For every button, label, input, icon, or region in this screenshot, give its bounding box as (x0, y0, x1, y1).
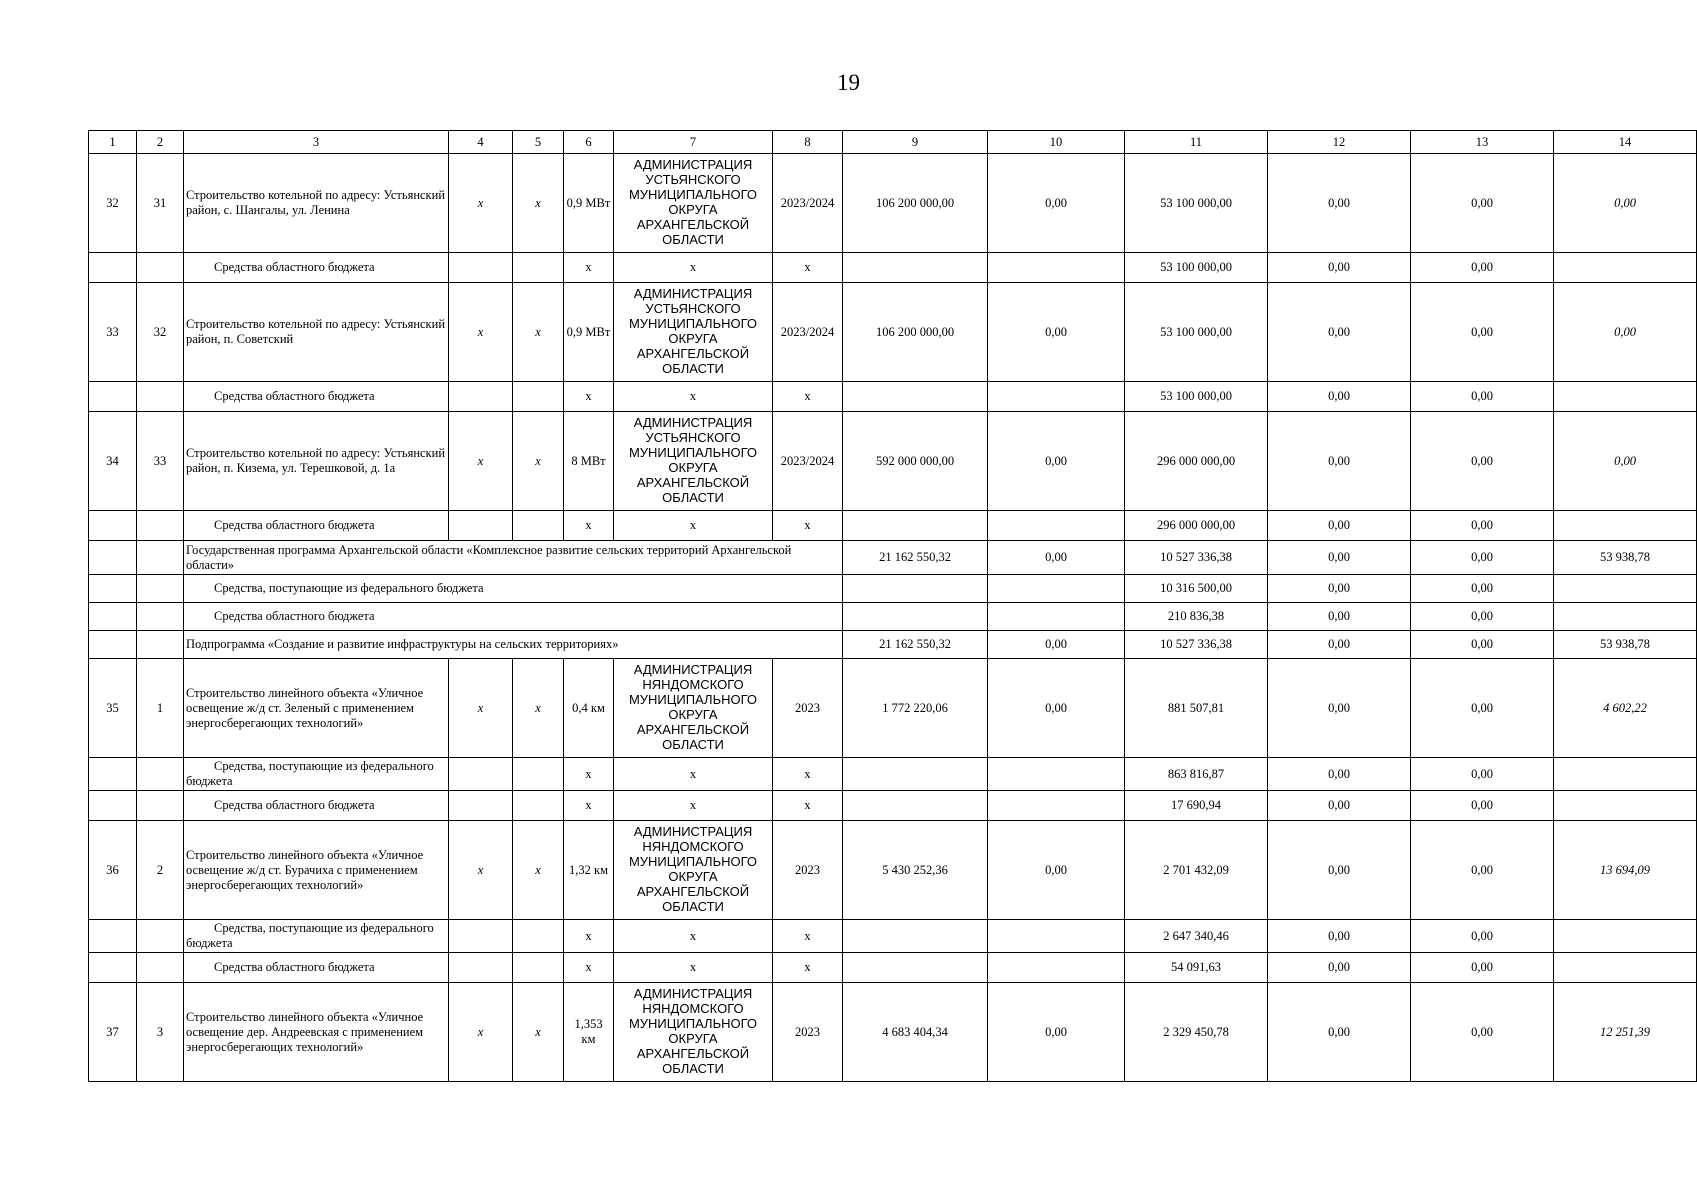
empty-cell (137, 253, 184, 283)
cost: 106 200 000,00 (843, 283, 988, 382)
cell-x: х (773, 758, 843, 791)
value: 0,00 (988, 983, 1125, 1082)
empty-cell (1554, 575, 1697, 603)
value: 0,00 (1268, 541, 1411, 575)
value: 0,00 (1411, 253, 1554, 283)
value: 0,00 (1268, 154, 1411, 253)
value: 53 100 000,00 (1125, 253, 1268, 283)
cell-x: x (513, 821, 564, 920)
item-number: 32 (137, 283, 184, 382)
years: 2023/2024 (773, 412, 843, 511)
item-number: 2 (137, 821, 184, 920)
program-row (89, 541, 1697, 575)
table-row (89, 758, 1697, 791)
empty-cell (843, 253, 988, 283)
value: 0,00 (1411, 382, 1554, 412)
years: 2023/2024 (773, 283, 843, 382)
program-row (89, 603, 1697, 631)
cell-x: х (614, 758, 773, 791)
funding-source: Средства, поступающие из федерального бюджета (184, 920, 449, 953)
header-cell: 6 (564, 131, 614, 154)
cell-x: х (564, 758, 614, 791)
empty-cell (843, 511, 988, 541)
empty-cell (449, 791, 513, 821)
empty-cell (1554, 603, 1697, 631)
empty-cell (137, 953, 184, 983)
header-cell: 7 (614, 131, 773, 154)
empty-cell (513, 758, 564, 791)
item-number: 3 (137, 983, 184, 1082)
header-cell: 4 (449, 131, 513, 154)
empty-cell (843, 953, 988, 983)
table-row (89, 953, 1697, 983)
cost: 1 772 220,06 (843, 659, 988, 758)
object-name: Строительство линейного объекта «Уличное освещение дер. Андреевская с применением энергосберегающих технологий» (184, 983, 449, 1082)
empty-cell (1554, 758, 1697, 791)
value: 0,00 (1411, 821, 1554, 920)
item-number: 1 (137, 659, 184, 758)
funding-source: Средства, поступающие из федерального бюджета (184, 575, 843, 603)
value: 53 938,78 (1554, 541, 1697, 575)
value: 0,00 (1268, 659, 1411, 758)
table-row (89, 791, 1697, 821)
cell-x: х (614, 511, 773, 541)
customer: АДМИНИСТРАЦИЯ УСТЬЯНСКОГО МУНИЦИПАЛЬНОГО ОКРУГА АРХАНГЕЛЬСКОЙ ОБЛАСТИ (614, 283, 773, 382)
value: 0,00 (1411, 791, 1554, 821)
row-number: 36 (89, 821, 137, 920)
empty-cell (449, 253, 513, 283)
value: 0,00 (1411, 920, 1554, 953)
cell-x: x (513, 283, 564, 382)
empty-cell (1554, 511, 1697, 541)
customer: АДМИНИСТРАЦИЯ НЯНДОМСКОГО МУНИЦИПАЛЬНОГО ОКРУГА АРХАНГЕЛЬСКОЙ ОБЛАСТИ (614, 821, 773, 920)
empty-cell (1554, 953, 1697, 983)
cell-x: х (614, 382, 773, 412)
empty-cell (89, 758, 137, 791)
item-number: 31 (137, 154, 184, 253)
empty-cell (843, 791, 988, 821)
value: 0,00 (1268, 283, 1411, 382)
cell-x: х (614, 953, 773, 983)
empty-cell (1554, 382, 1697, 412)
years: 2023 (773, 821, 843, 920)
object-name: Строительство котельной по адресу: Устьянский район, с. Шангалы, ул. Ленина (184, 154, 449, 253)
object-name: Строительство котельной по адресу: Устьянский район, п. Кизема, ул. Терешковой, д. 1а (184, 412, 449, 511)
table-row (89, 821, 1697, 920)
subprogram-row (89, 631, 1697, 659)
cell-x: х (564, 382, 614, 412)
value: 0,00 (1411, 412, 1554, 511)
funding-source: Средства областного бюджета (184, 791, 449, 821)
cost: 106 200 000,00 (843, 154, 988, 253)
empty-cell (137, 631, 184, 659)
empty-cell (513, 253, 564, 283)
value: 0,00 (1411, 983, 1554, 1082)
value: 0,00 (988, 541, 1125, 575)
cell-x: x (513, 983, 564, 1082)
empty-cell (843, 382, 988, 412)
empty-cell (89, 791, 137, 821)
empty-cell (89, 575, 137, 603)
value: 0,00 (1411, 953, 1554, 983)
cell-x: x (513, 412, 564, 511)
row-number: 33 (89, 283, 137, 382)
empty-cell (988, 253, 1125, 283)
value: 0,00 (1411, 631, 1554, 659)
cell-x: х (773, 382, 843, 412)
cell-x: х (773, 791, 843, 821)
empty-cell (89, 920, 137, 953)
value: 0,00 (1411, 511, 1554, 541)
table-row (89, 253, 1697, 283)
cost: 4 683 404,34 (843, 983, 988, 1082)
table-row (89, 511, 1697, 541)
capacity: 0,9 МВт (564, 154, 614, 253)
cell-x: x (449, 154, 513, 253)
empty-cell (137, 758, 184, 791)
empty-cell (89, 631, 137, 659)
funding-source: Средства областного бюджета (184, 253, 449, 283)
table-row (89, 659, 1697, 758)
value: 0,00 (1268, 575, 1411, 603)
header-cell: 1 (89, 131, 137, 154)
cell-x: х (614, 791, 773, 821)
value: 0,00 (1268, 791, 1411, 821)
value: 2 701 432,09 (1125, 821, 1268, 920)
cell-x: х (773, 511, 843, 541)
empty-cell (137, 382, 184, 412)
value: 0,00 (988, 283, 1125, 382)
value: 53 100 000,00 (1125, 283, 1268, 382)
program-title: Государственная программа Архангельской области «Комплексное развитие сельских территорий Архангельской области» (184, 541, 843, 575)
cell-x: x (449, 821, 513, 920)
table-row (89, 920, 1697, 953)
empty-cell (449, 511, 513, 541)
cost: 5 430 252,36 (843, 821, 988, 920)
value: 53 100 000,00 (1125, 154, 1268, 253)
empty-cell (513, 791, 564, 821)
empty-cell (89, 541, 137, 575)
row-number: 37 (89, 983, 137, 1082)
cell-x: x (449, 659, 513, 758)
empty-cell (137, 511, 184, 541)
value: 4 602,22 (1554, 659, 1697, 758)
empty-cell (988, 791, 1125, 821)
empty-cell (89, 511, 137, 541)
value: 2 329 450,78 (1125, 983, 1268, 1082)
table-row (89, 983, 1697, 1082)
value: 210 836,38 (1125, 603, 1268, 631)
empty-cell (89, 253, 137, 283)
empty-cell (449, 382, 513, 412)
value: 296 000 000,00 (1125, 412, 1268, 511)
table-row (89, 283, 1697, 382)
empty-cell (89, 382, 137, 412)
empty-cell (137, 575, 184, 603)
empty-cell (843, 603, 988, 631)
object-name: Строительство линейного объекта «Уличное освещение ж/д ст. Зеленый с применением энергосберегающих технологий» (184, 659, 449, 758)
header-row (89, 131, 1697, 154)
value: 0,00 (1554, 154, 1697, 253)
empty-cell (449, 953, 513, 983)
item-number: 33 (137, 412, 184, 511)
page-number: 19 (837, 70, 860, 95)
value: 13 694,09 (1554, 821, 1697, 920)
value: 10 527 336,38 (1125, 541, 1268, 575)
cost: 21 162 550,32 (843, 631, 988, 659)
customer: АДМИНИСТРАЦИЯ НЯНДОМСКОГО МУНИЦИПАЛЬНОГО ОКРУГА АРХАНГЕЛЬСКОЙ ОБЛАСТИ (614, 983, 773, 1082)
value: 54 091,63 (1125, 953, 1268, 983)
value: 0,00 (1268, 382, 1411, 412)
empty-cell (988, 603, 1125, 631)
customer: АДМИНИСТРАЦИЯ УСТЬЯНСКОГО МУНИЦИПАЛЬНОГО ОКРУГА АРХАНГЕЛЬСКОЙ ОБЛАСТИ (614, 412, 773, 511)
row-number: 35 (89, 659, 137, 758)
row-number: 32 (89, 154, 137, 253)
value: 10 527 336,38 (1125, 631, 1268, 659)
empty-cell (988, 953, 1125, 983)
header-cell: 10 (988, 131, 1125, 154)
cell-x: х (773, 953, 843, 983)
empty-cell (843, 758, 988, 791)
cell-x: х (564, 511, 614, 541)
value: 0,00 (1268, 953, 1411, 983)
header-cell: 12 (1268, 131, 1411, 154)
funding-source: Средства областного бюджета (184, 382, 449, 412)
years: 2023 (773, 659, 843, 758)
customer: АДМИНИСТРАЦИЯ УСТЬЯНСКОГО МУНИЦИПАЛЬНОГО ОКРУГА АРХАНГЕЛЬСКОЙ ОБЛАСТИ (614, 154, 773, 253)
empty-cell (988, 920, 1125, 953)
header-cell: 9 (843, 131, 988, 154)
object-name: Строительство котельной по адресу: Устьянский район, п. Советский (184, 283, 449, 382)
value: 0,00 (988, 154, 1125, 253)
funding-source: Средства, поступающие из федерального бюджета (184, 758, 449, 791)
empty-cell (843, 920, 988, 953)
years: 2023 (773, 983, 843, 1082)
value: 0,00 (1268, 603, 1411, 631)
empty-cell (1554, 920, 1697, 953)
value: 0,00 (1554, 283, 1697, 382)
header-cell: 11 (1125, 131, 1268, 154)
cell-x: х (564, 253, 614, 283)
value: 0,00 (1268, 631, 1411, 659)
cost: 21 162 550,32 (843, 541, 988, 575)
value: 0,00 (1411, 575, 1554, 603)
empty-cell (89, 603, 137, 631)
cell-x: x (513, 154, 564, 253)
empty-cell (513, 382, 564, 412)
cost: 592 000 000,00 (843, 412, 988, 511)
value: 12 251,39 (1554, 983, 1697, 1082)
cell-x: х (564, 953, 614, 983)
value: 0,00 (1411, 154, 1554, 253)
value: 0,00 (988, 659, 1125, 758)
header-cell: 8 (773, 131, 843, 154)
cell-x: х (564, 791, 614, 821)
value: 881 507,81 (1125, 659, 1268, 758)
empty-cell (843, 575, 988, 603)
empty-cell (449, 758, 513, 791)
empty-cell (988, 575, 1125, 603)
capacity: 1,32 км (564, 821, 614, 920)
value: 0,00 (1268, 412, 1411, 511)
row-number: 34 (89, 412, 137, 511)
value: 0,00 (1411, 283, 1554, 382)
customer: АДМИНИСТРАЦИЯ НЯНДОМСКОГО МУНИЦИПАЛЬНОГО ОКРУГА АРХАНГЕЛЬСКОЙ ОБЛАСТИ (614, 659, 773, 758)
value: 0,00 (1554, 412, 1697, 511)
value: 0,00 (1411, 758, 1554, 791)
value: 0,00 (988, 821, 1125, 920)
capacity: 0,4 км (564, 659, 614, 758)
years: 2023/2024 (773, 154, 843, 253)
value: 0,00 (1268, 983, 1411, 1082)
funding-source: Средства областного бюджета (184, 603, 843, 631)
capacity: 0,9 МВт (564, 283, 614, 382)
value: 0,00 (988, 631, 1125, 659)
value: 0,00 (1268, 758, 1411, 791)
capacity: 8 МВт (564, 412, 614, 511)
cell-x: х (773, 920, 843, 953)
empty-cell (1554, 791, 1697, 821)
empty-cell (449, 920, 513, 953)
empty-cell (137, 603, 184, 631)
table-row (89, 382, 1697, 412)
cell-x: х (614, 253, 773, 283)
funding-source: Средства областного бюджета (184, 953, 449, 983)
header-cell: 5 (513, 131, 564, 154)
header-cell: 3 (184, 131, 449, 154)
empty-cell (513, 920, 564, 953)
cell-x: х (773, 253, 843, 283)
header-cell: 14 (1554, 131, 1697, 154)
empty-cell (137, 791, 184, 821)
value: 53 100 000,00 (1125, 382, 1268, 412)
empty-cell (89, 953, 137, 983)
empty-cell (1554, 253, 1697, 283)
empty-cell (513, 511, 564, 541)
value: 0,00 (1411, 659, 1554, 758)
empty-cell (137, 920, 184, 953)
table-row (89, 412, 1697, 511)
empty-cell (988, 382, 1125, 412)
value: 0,00 (1411, 603, 1554, 631)
value: 0,00 (1268, 821, 1411, 920)
value: 0,00 (1268, 253, 1411, 283)
value: 296 000 000,00 (1125, 511, 1268, 541)
cell-x: x (513, 659, 564, 758)
value: 0,00 (1268, 511, 1411, 541)
cell-x: x (449, 412, 513, 511)
empty-cell (988, 758, 1125, 791)
budget-table (88, 130, 1697, 1082)
value: 863 816,87 (1125, 758, 1268, 791)
program-row (89, 575, 1697, 603)
value: 0,00 (988, 412, 1125, 511)
cell-x: х (614, 920, 773, 953)
header-cell: 13 (1411, 131, 1554, 154)
empty-cell (988, 511, 1125, 541)
object-name: Строительство линейного объекта «Уличное освещение ж/д ст. Бурачиха с применением энергосберегающих технологий» (184, 821, 449, 920)
funding-source: Средства областного бюджета (184, 511, 449, 541)
value: 10 316 500,00 (1125, 575, 1268, 603)
empty-cell (137, 541, 184, 575)
value: 0,00 (1268, 920, 1411, 953)
table-row (89, 154, 1697, 253)
cell-x: х (564, 920, 614, 953)
header-cell: 2 (137, 131, 184, 154)
capacity: 1,353 км (564, 983, 614, 1082)
subprogram-title: Подпрограмма «Создание и развитие инфраструктуры на сельских территориях» (184, 631, 843, 659)
cell-x: x (449, 283, 513, 382)
value: 2 647 340,46 (1125, 920, 1268, 953)
empty-cell (513, 953, 564, 983)
value: 17 690,94 (1125, 791, 1268, 821)
value: 0,00 (1411, 541, 1554, 575)
cell-x: x (449, 983, 513, 1082)
value: 53 938,78 (1554, 631, 1697, 659)
